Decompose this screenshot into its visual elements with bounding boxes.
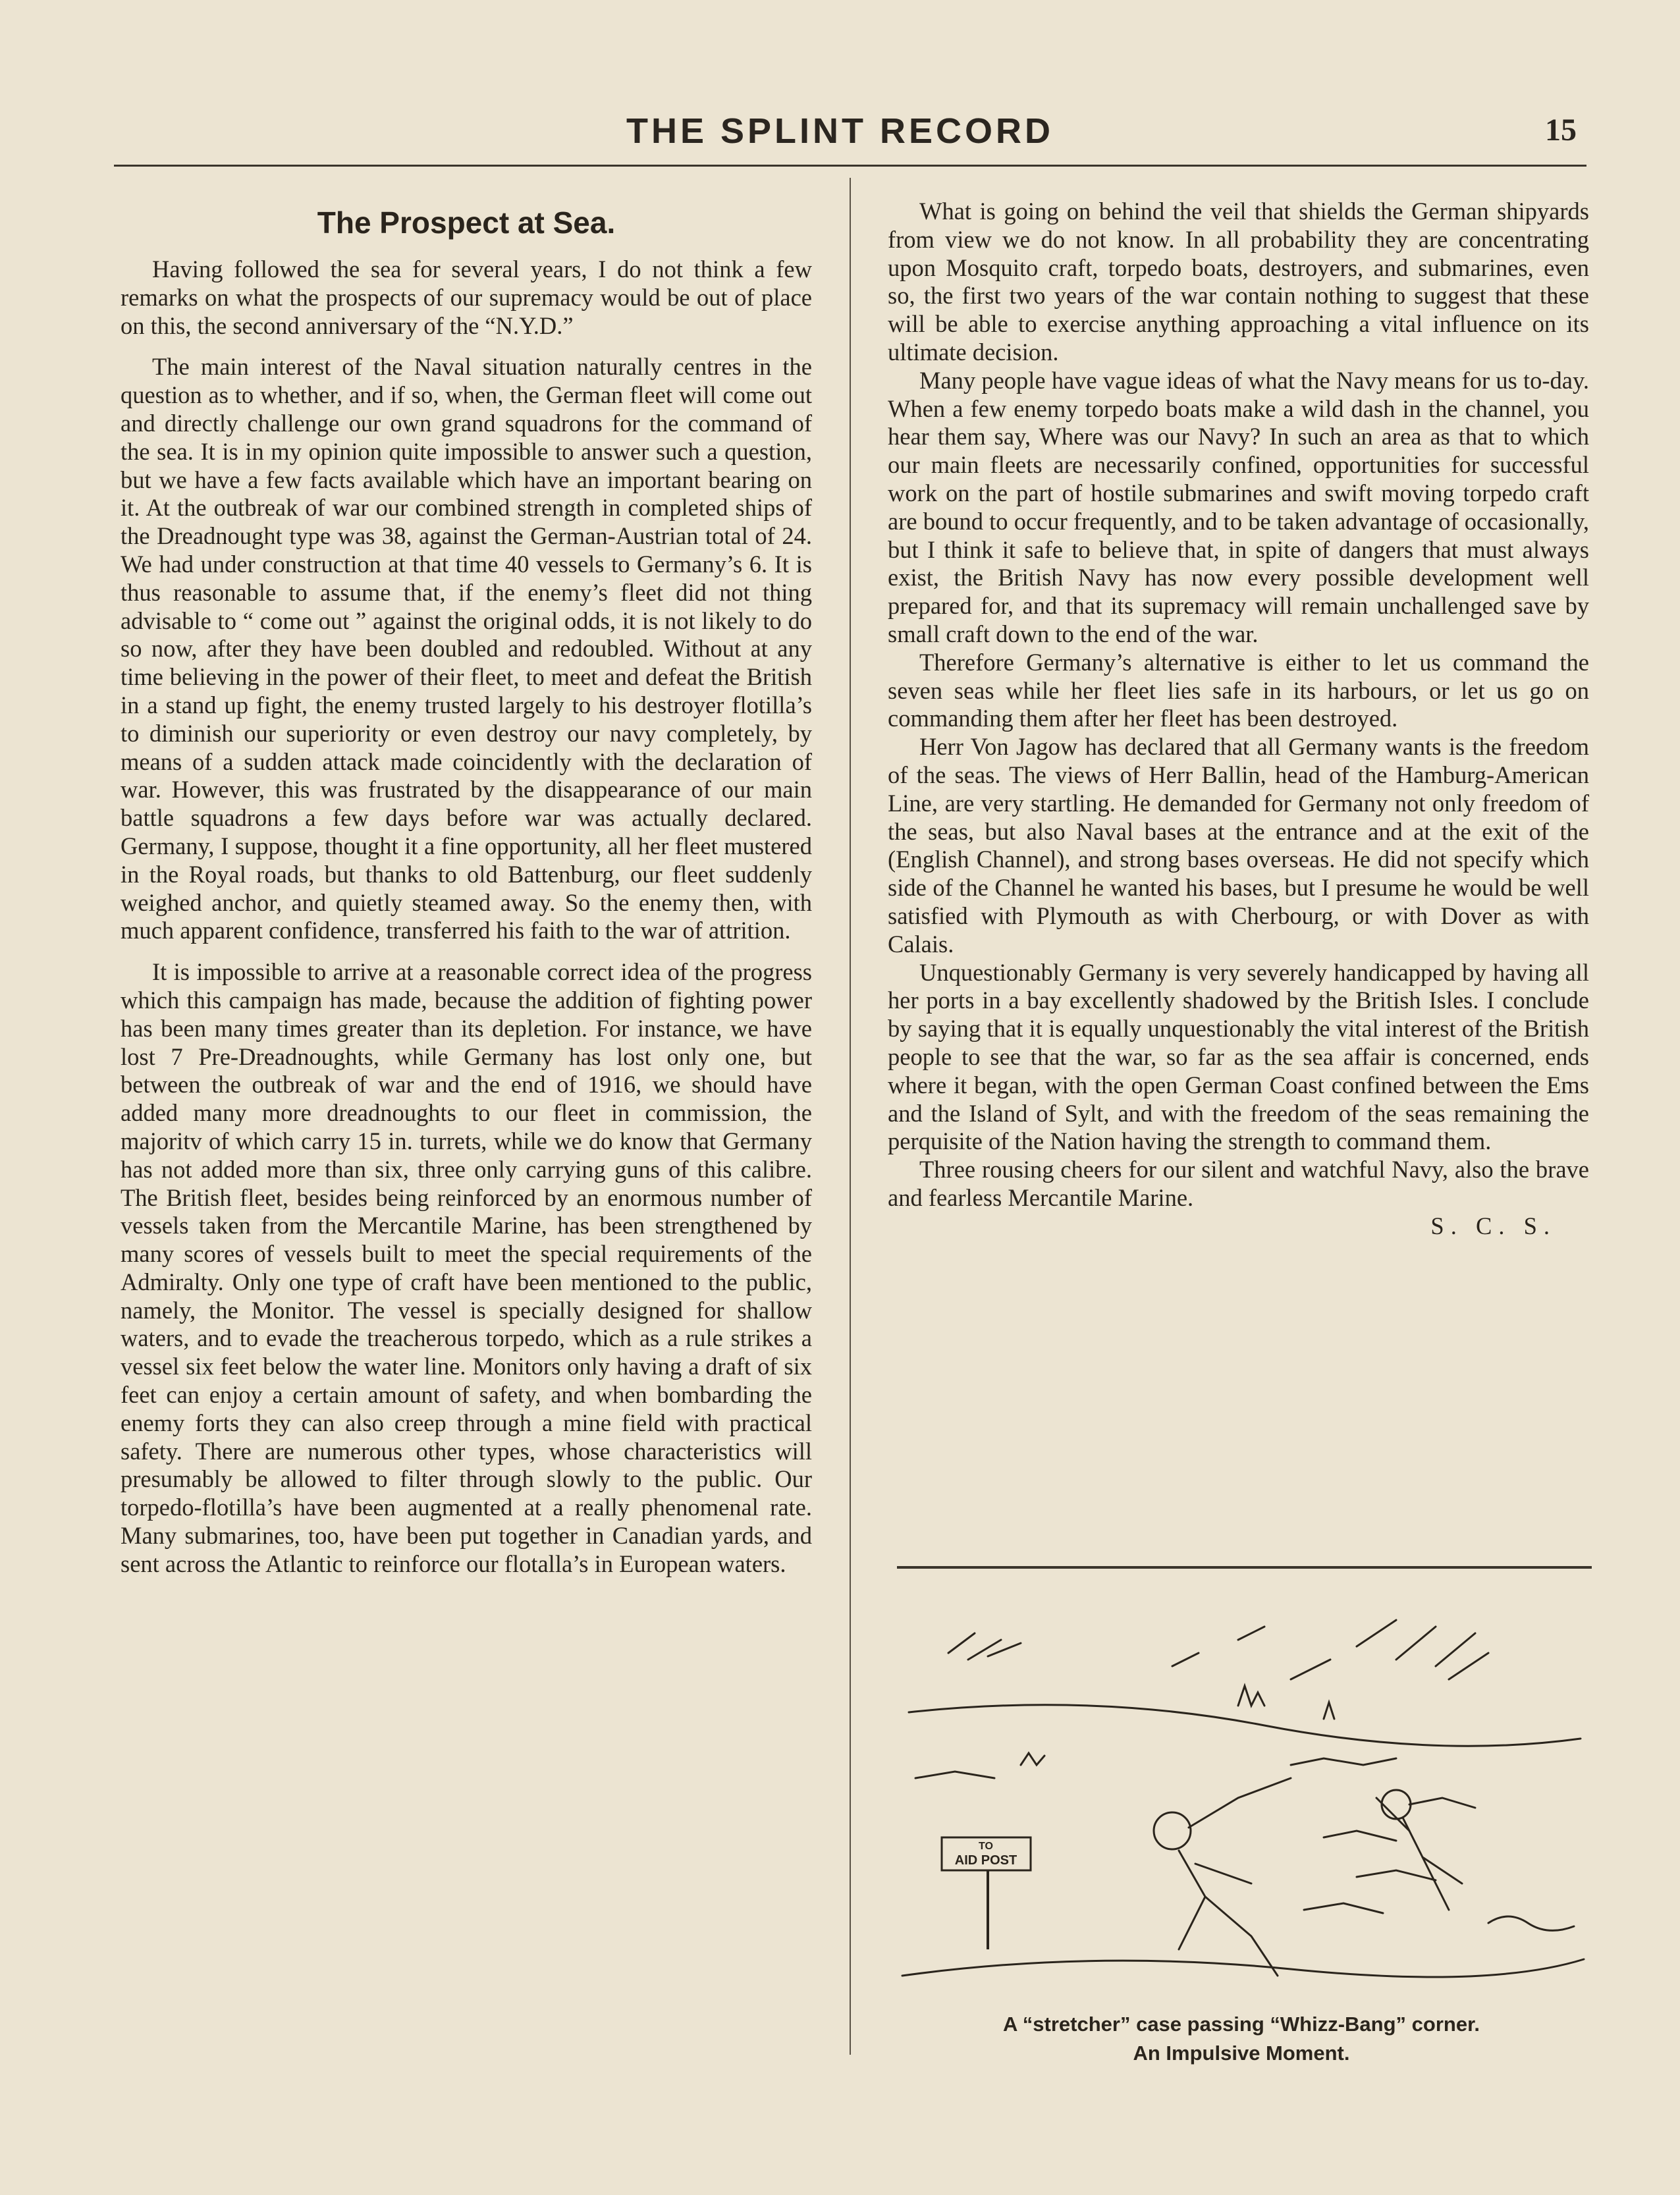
- article-paragraph: Herr Von Jagow has declared that all Germany wants is the freedom of the seas. The views of Herr Ballin, head of the Hamburg-American Line, are very startling. He demanded for Germany not only freedom of the seas, but also Naval bases at the entrance and at the exit of the (English Channel), and strong bases overseas. He did not specify which side of the Channel he wanted his bases, but I presume he would be well satisfied with Plymouth as with Cherbourg, or with Dover as with Calais.: [888, 733, 1589, 958]
- sign-text-aid-post: AID POST: [954, 1853, 1017, 1868]
- article-left-column: [121, 198, 812, 1579]
- article-paragraph: Having followed the sea for several years, I do not think a few remarks on what the prospects of our supremacy would be out of place on this, the second anniversary of the “N.Y.D.”: [121, 256, 812, 339]
- illustration-caption: [882, 2010, 1600, 2068]
- page-number: 15: [1545, 113, 1577, 148]
- article-paragraph: What is going on behind the veil that shields the German shipyards from view we do not know. In all probability they are concentrating upon Mosquito craft, torpedo boats, destroyers, and submarines, even so, the first two years of the war contain nothing to suggest that these will be able to exercise anything approaching a vital influence on its ultimate decision.: [888, 198, 1589, 366]
- aid-post-sign: [942, 1837, 1031, 1949]
- article-paragraph: The main interest of the Naval situation naturally centres in the question as to whether, and if so, when, the German fleet will come out and directly challenge our own grand squadrons for the command of the sea. It is in my opinion quite impossible to answer such a question, but we have a few facts available which have an important bearing on it. At the outbreak of war our combined strength in completed ships of the Dreadnought type was 38, against the German-Austrian total of 24. We had under construction at that time 40 vessels to Germany’s 6. It is thus reasonable to assume that, if the enemy’s fleet did not thing advisable to “ come out ” against the original odds, it is not likely to do so now, after they have been doubled and redoubled. Without at any time believing in the power of their fleet, to meet and defeat the British in a stand up fight, the enemy trusted largely to his destroyer flotilla’s to diminish our superiority or even destroy our navy completely, by means of a sudden attack made coincidently with the declaration of war. However, this was frustrated by the disappearance of our main battle squadrons a few days before war was actually declared. Germany, I suppose, thought it a fine opportunity, all her fleet mustered in the Royal roads, but thanks to old Battenburg, our fleet suddenly weighed anchor, and quietly steamed away. So the enemy then, with much apparent confidence, transferred his faith to the war of attrition.: [121, 353, 812, 944]
- journal-title: THE SPLINT RECORD: [626, 111, 1054, 151]
- cartoon-illustration: [896, 1581, 1587, 2009]
- header-rule: [114, 165, 1586, 167]
- article-right-column: [888, 198, 1589, 1240]
- article-paragraph: Three rousing cheers for our silent and watchful Navy, also the brave and fearless Mercantile Marine.: [888, 1156, 1589, 1211]
- article-paragraph: It is impossible to arrive at a reasonable correct idea of the progress which this campaign has made, because the addition of fighting power has been many times greater than its depletion. For instance, we have lost 7 Pre-Dreadnoughts, while Germany has lost only one, but between the outbreak of war and the end of 1916, we should have added many more dreadnoughts to our fleet in commission, the majoritv of which carry 15 in. turrets, while we do know that Germany has not added more than six, three only carrying guns of this calibre. The British fleet, besides being reinforced by an enormous number of vessels taken from the Mercantile Marine, has been strengthened by many scores of vessels built to meet the special requirements of the Admiralty. Only one type of craft have been mentioned to the public, namely, the Monitor. The vessel is specially designed for shallow waters, and to evade the treacherous torpedo, which as a rule strikes a vessel six feet below the water line. Monitors only having a draft of six feet can enjoy a certain amount of safety, and when bombarding the enemy forts they can also creep through a mine field with practical safety. There are numerous other types, whose characteristics will presumably be allowed to filter through slowly to the public. Our torpedo-flotilla’s have been augmented at a really phenomenal rate. Many submarines, too, have been put together in Canadian yards, and sent across the Atlantic to reinforce our flotalla’s in European waters.: [121, 958, 812, 1577]
- author-signature: S. C. S.: [1430, 1212, 1556, 1239]
- article-title: The Prospect at Sea.: [317, 205, 616, 240]
- caption-line: A “stretcher” case passing “Whizz-Bang” corner.: [1002, 2013, 1480, 2036]
- article-paragraph: Unquestionably Germany is very severely handicapped by having all her ports in a bay excellently shadowed by the British Isles. I conclude by saying that it is equally unquestionably the vital interest of the British people to see that the war, so far as the sea affair is concerned, ends where it began, with the open German Coast confined between the Ems and the Island of Sylt, and with the freedom of the seas remaining the perquisite of the Nation having the strength to command them.: [888, 958, 1589, 1155]
- article-paragraph: Many people have vague ideas of what the Navy means for us to-day. When a few enemy torpedo boats make a wild dash in the channel, you hear them say, Where was our Navy? In such an area as that to which our main fleets are necessarily confined, opportunities for successful work on the part of hostile submarines and swift moving torpedo craft are bound to occur frequently, and to be taken advantage of occasionally, but I think it safe to believe that, in spite of dangers that must always exist, the British Navy has now every possible development well prepared for, and that its supremacy will remain unchallenged save by small craft down to the end of the war.: [888, 366, 1589, 647]
- sign-text-to: TO: [979, 1841, 993, 1852]
- caption-subtitle: An Impulsive Moment.: [1133, 2042, 1350, 2065]
- column-divider: [850, 178, 851, 2055]
- article-paragraph: Therefore Germany’s alternative is either to let us command the seven seas while her fleet lies safe in its harbours, or let us go on commanding them after her fleet has been destroyed.: [888, 648, 1589, 732]
- illustration-rule: [897, 1566, 1592, 1569]
